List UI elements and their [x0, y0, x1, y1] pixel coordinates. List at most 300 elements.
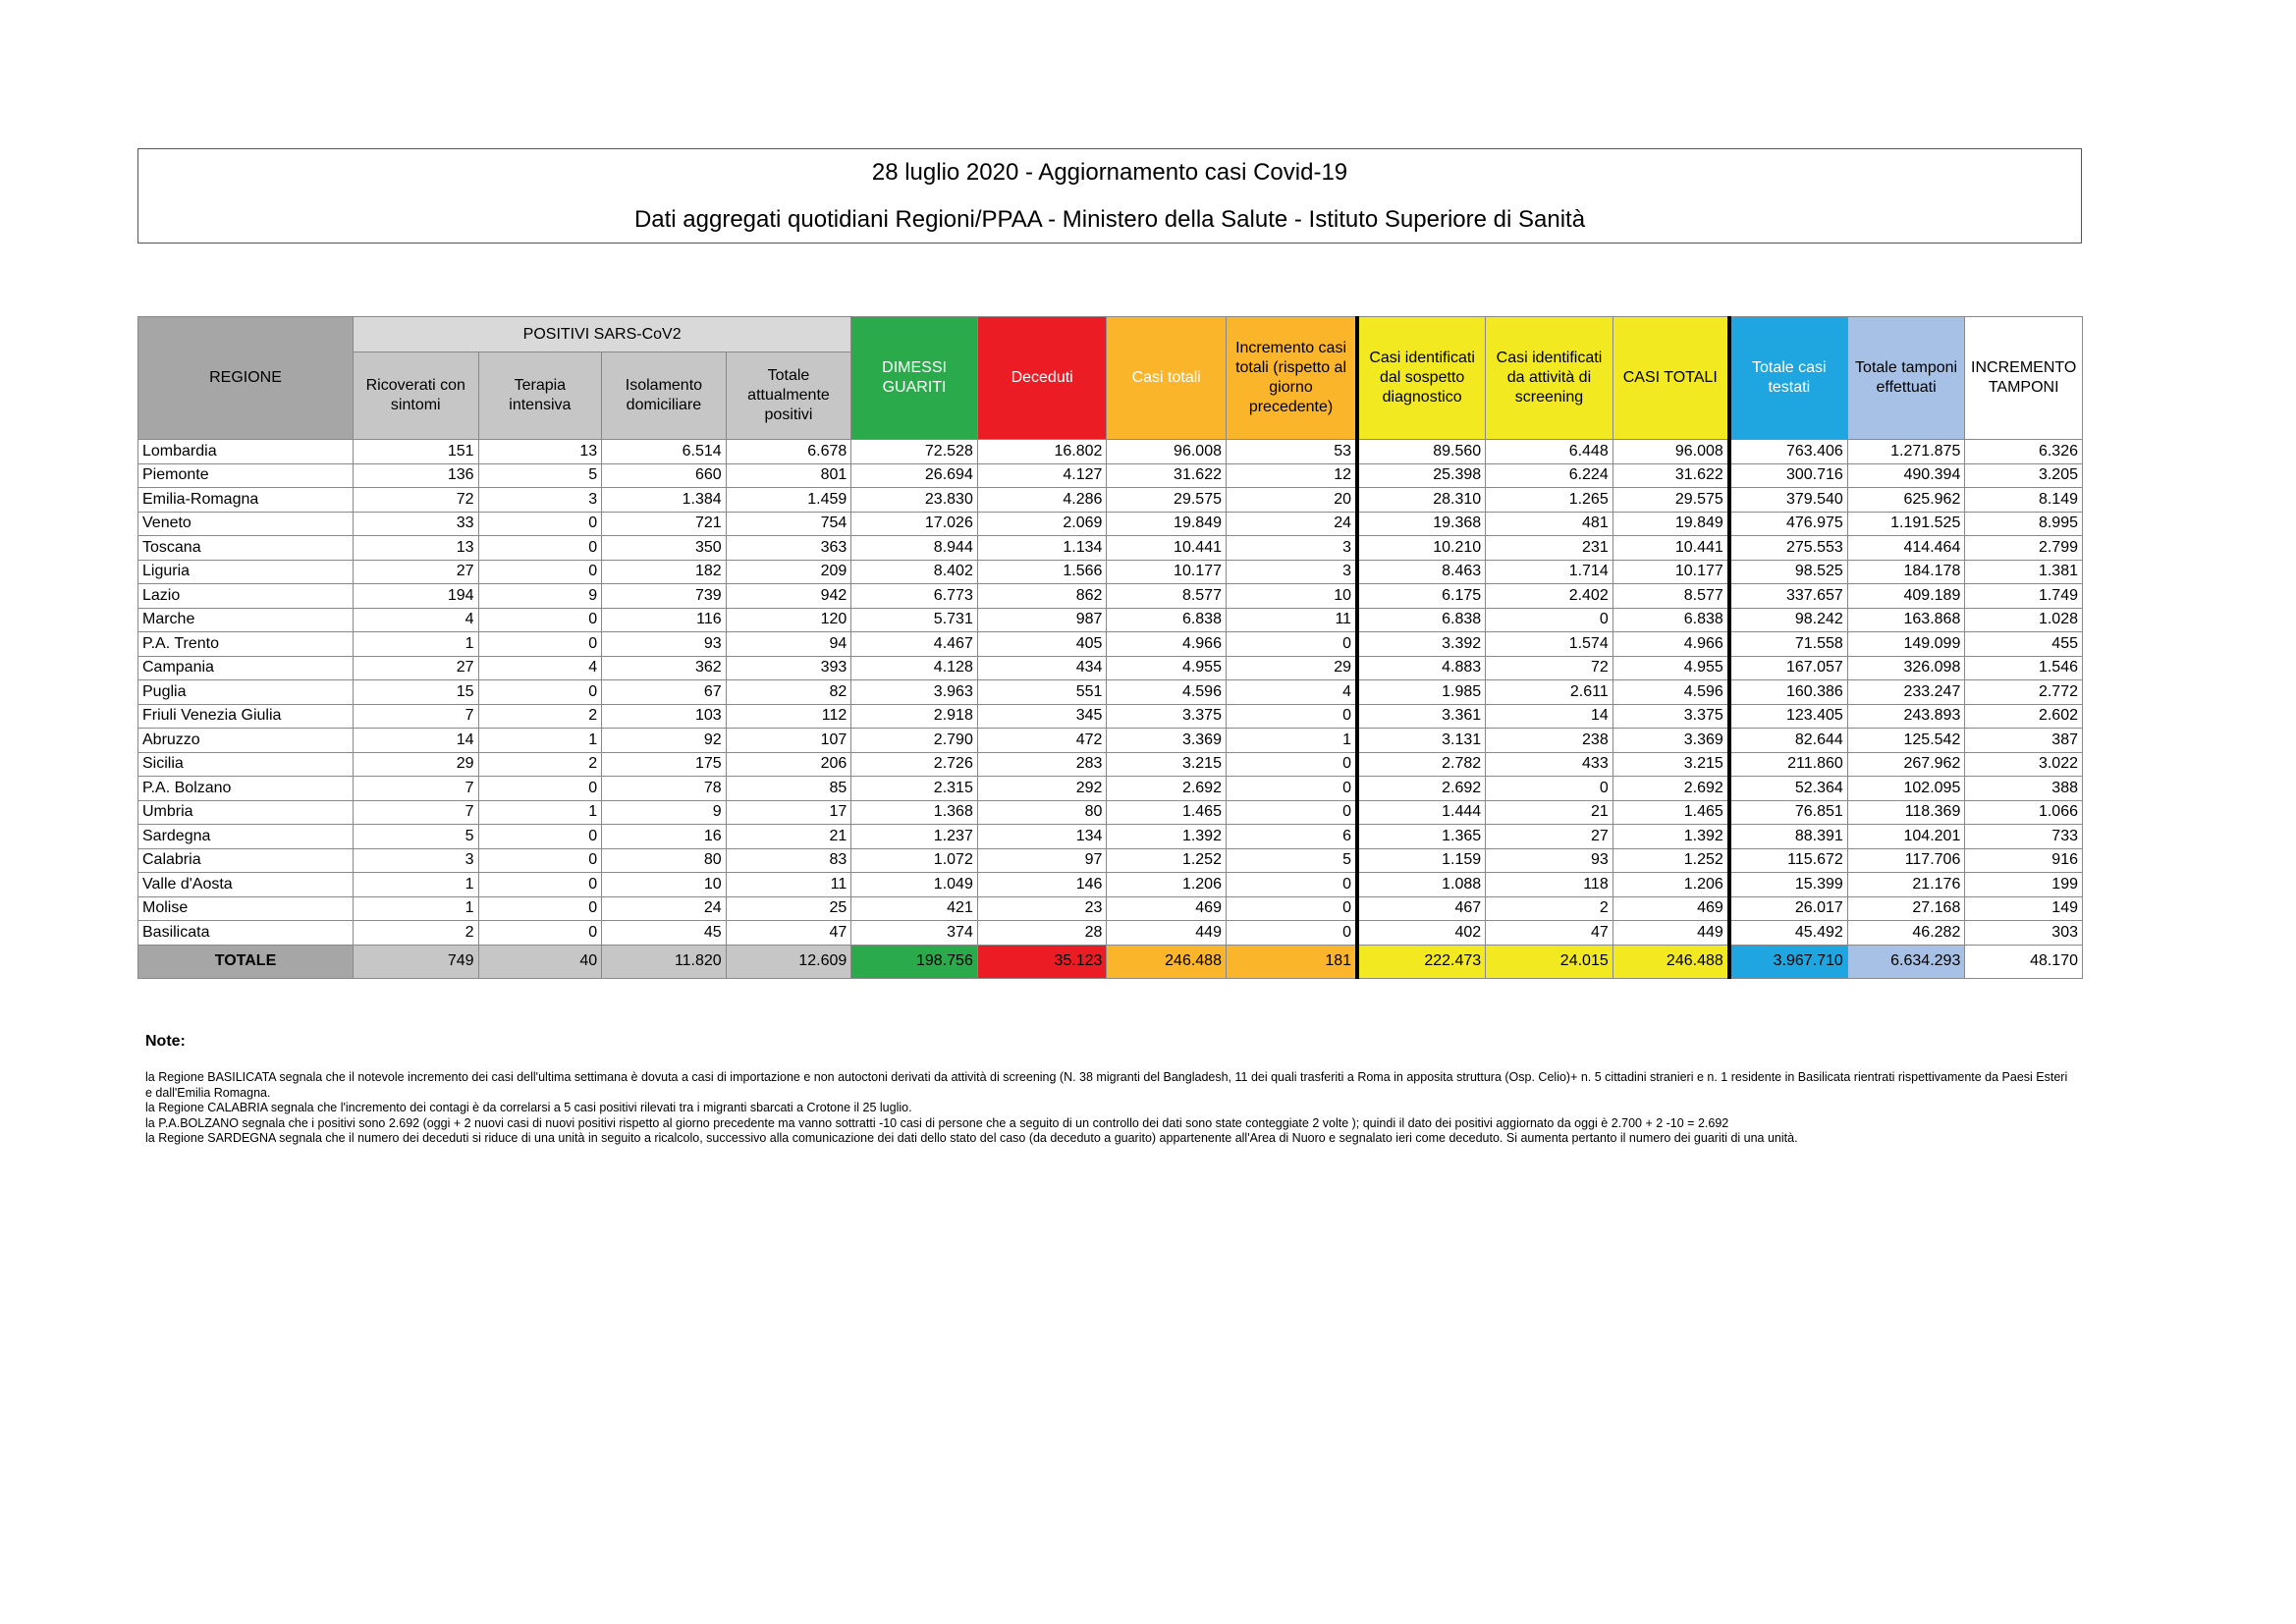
- value-cell: 0: [478, 825, 602, 849]
- value-cell: 1.749: [1965, 584, 2083, 609]
- value-cell: 72: [1486, 656, 1613, 680]
- value-cell: 388: [1965, 777, 2083, 801]
- value-cell: 434: [977, 656, 1107, 680]
- value-cell: 3.375: [1107, 704, 1227, 729]
- value-cell: 3.963: [851, 680, 978, 705]
- value-cell: 6.224: [1486, 463, 1613, 488]
- table-row: [138, 848, 2083, 873]
- value-cell: 1: [1226, 729, 1357, 753]
- value-cell: 6.514: [602, 440, 727, 464]
- total-value-cell: 222.473: [1357, 945, 1486, 978]
- value-cell: 739: [602, 584, 727, 609]
- value-cell: 12: [1226, 463, 1357, 488]
- total-value-cell: 48.170: [1965, 945, 2083, 978]
- region-name-cell: Piemonte: [138, 463, 354, 488]
- value-cell: 52.364: [1729, 777, 1848, 801]
- region-name-cell: Liguria: [138, 560, 354, 584]
- value-cell: 149.099: [1847, 632, 1965, 657]
- value-cell: 4.596: [1613, 680, 1729, 705]
- value-cell: 6.773: [851, 584, 978, 609]
- value-cell: 3: [1226, 560, 1357, 584]
- table-row: [138, 873, 2083, 897]
- value-cell: 405: [977, 632, 1107, 657]
- region-name-cell: Umbria: [138, 800, 354, 825]
- value-cell: 987: [977, 608, 1107, 632]
- value-cell: 1: [353, 632, 478, 657]
- value-cell: 421: [851, 896, 978, 921]
- value-cell: 0: [478, 632, 602, 657]
- value-cell: 2.918: [851, 704, 978, 729]
- total-value-cell: 246.488: [1613, 945, 1729, 978]
- value-cell: 16: [602, 825, 727, 849]
- value-cell: 1.134: [977, 536, 1107, 561]
- value-cell: 2: [1486, 896, 1613, 921]
- region-name-cell: Molise: [138, 896, 354, 921]
- value-cell: 1.252: [1613, 848, 1729, 873]
- value-cell: 1.574: [1486, 632, 1613, 657]
- value-cell: 29.575: [1613, 488, 1729, 513]
- table-row: [138, 536, 2083, 561]
- value-cell: 2.790: [851, 729, 978, 753]
- value-cell: 2.726: [851, 752, 978, 777]
- region-name-cell: Veneto: [138, 512, 354, 536]
- value-cell: 14: [1486, 704, 1613, 729]
- value-cell: 2.069: [977, 512, 1107, 536]
- table-row: [138, 584, 2083, 609]
- value-cell: 149: [1965, 896, 2083, 921]
- value-cell: 25.398: [1357, 463, 1486, 488]
- value-cell: 3.022: [1965, 752, 2083, 777]
- value-cell: 67: [602, 680, 727, 705]
- table-row: [138, 440, 2083, 464]
- value-cell: 163.868: [1847, 608, 1965, 632]
- table-body: [138, 440, 2083, 979]
- value-cell: 167.057: [1729, 656, 1848, 680]
- value-cell: 0: [478, 680, 602, 705]
- value-cell: 93: [602, 632, 727, 657]
- value-cell: 433: [1486, 752, 1613, 777]
- value-cell: 374: [851, 921, 978, 946]
- header-dimessi-guariti: DIMESSI GUARITI: [851, 317, 978, 440]
- value-cell: 238: [1486, 729, 1613, 753]
- value-cell: 551: [977, 680, 1107, 705]
- value-cell: 13: [478, 440, 602, 464]
- value-cell: 3.205: [1965, 463, 2083, 488]
- total-value-cell: 198.756: [851, 945, 978, 978]
- region-name-cell: Sardegna: [138, 825, 354, 849]
- value-cell: 19.368: [1357, 512, 1486, 536]
- total-value-cell: 11.820: [602, 945, 727, 978]
- table-row: [138, 463, 2083, 488]
- region-name-cell: Basilicata: [138, 921, 354, 946]
- table-row: [138, 752, 2083, 777]
- value-cell: 47: [1486, 921, 1613, 946]
- value-cell: 942: [726, 584, 851, 609]
- value-cell: 481: [1486, 512, 1613, 536]
- value-cell: 2.692: [1613, 777, 1729, 801]
- value-cell: 23.830: [851, 488, 978, 513]
- value-cell: 33: [353, 512, 478, 536]
- header-regione: REGIONE: [138, 317, 354, 440]
- value-cell: 11: [1226, 608, 1357, 632]
- total-value-cell: 6.634.293: [1847, 945, 1965, 978]
- region-name-cell: Lazio: [138, 584, 354, 609]
- value-cell: 7: [353, 704, 478, 729]
- value-cell: 4.883: [1357, 656, 1486, 680]
- header-casi-totali-2: CASI TOTALI: [1613, 317, 1729, 440]
- value-cell: 103: [602, 704, 727, 729]
- table-row: [138, 488, 2083, 513]
- value-cell: 660: [602, 463, 727, 488]
- total-value-cell: 3.967.710: [1729, 945, 1848, 978]
- value-cell: 76.851: [1729, 800, 1848, 825]
- value-cell: 0: [478, 848, 602, 873]
- value-cell: 1.252: [1107, 848, 1227, 873]
- value-cell: 469: [1107, 896, 1227, 921]
- region-name-cell: Abruzzo: [138, 729, 354, 753]
- notes-body: [145, 1070, 2070, 1147]
- report-title-box: [137, 148, 2082, 244]
- table-row: [138, 777, 2083, 801]
- value-cell: 0: [1226, 777, 1357, 801]
- value-cell: 0: [478, 608, 602, 632]
- value-cell: 125.542: [1847, 729, 1965, 753]
- value-cell: 96.008: [1613, 440, 1729, 464]
- table-row: [138, 704, 2083, 729]
- value-cell: 449: [1613, 921, 1729, 946]
- value-cell: 5: [353, 825, 478, 849]
- value-cell: 117.706: [1847, 848, 1965, 873]
- value-cell: 10.210: [1357, 536, 1486, 561]
- value-cell: 1.714: [1486, 560, 1613, 584]
- value-cell: 9: [602, 800, 727, 825]
- table-row: [138, 512, 2083, 536]
- value-cell: 8.577: [1613, 584, 1729, 609]
- value-cell: 8.944: [851, 536, 978, 561]
- value-cell: 31.622: [1107, 463, 1227, 488]
- value-cell: 27: [353, 656, 478, 680]
- value-cell: 45.492: [1729, 921, 1848, 946]
- value-cell: 2.692: [1357, 777, 1486, 801]
- value-cell: 120: [726, 608, 851, 632]
- header-isolamento-domiciliare: Isolamento domiciliare: [602, 352, 727, 440]
- value-cell: 14: [353, 729, 478, 753]
- value-cell: 28: [977, 921, 1107, 946]
- total-value-cell: 24.015: [1486, 945, 1613, 978]
- value-cell: 387: [1965, 729, 2083, 753]
- value-cell: 24: [602, 896, 727, 921]
- total-value-cell: 181: [1226, 945, 1357, 978]
- value-cell: 20: [1226, 488, 1357, 513]
- value-cell: 94: [726, 632, 851, 657]
- note-line: la Regione SARDEGNA segnala che il numero dei deceduti si riduce di una unità in seguito a ricalcolo, successivo alla comunicazione dei dati dello stato del caso (da deceduto a guarito) appartenente all'Area di Nuoro e segnalato ieri come deceduto. Si aumenta pertanto il numero dei guariti di una unità.: [145, 1131, 1798, 1146]
- value-cell: 8.402: [851, 560, 978, 584]
- value-cell: 625.962: [1847, 488, 1965, 513]
- value-cell: 733: [1965, 825, 2083, 849]
- note-line: la P.A.BOLZANO segnala che i positivi sono 2.692 (oggi + 2 nuovi casi di nuovi positivi rispetto al giorno precedente ma vanno sottratti -10 casi di persone che a seguito di un controllo dei dati sono state conteggiate 2 volte ); quindi il dato dei positivi aggiornato da oggi è 2.700 + 2 -10 = 2.692: [145, 1115, 1729, 1130]
- value-cell: 267.962: [1847, 752, 1965, 777]
- value-cell: 2: [353, 921, 478, 946]
- header-totale-tamponi: Totale tamponi effettuati: [1847, 317, 1965, 440]
- value-cell: 1.546: [1965, 656, 2083, 680]
- value-cell: 96.008: [1107, 440, 1227, 464]
- value-cell: 98.525: [1729, 560, 1848, 584]
- value-cell: 175: [602, 752, 727, 777]
- region-name-cell: Puglia: [138, 680, 354, 705]
- value-cell: 27: [1486, 825, 1613, 849]
- value-cell: 31.622: [1613, 463, 1729, 488]
- value-cell: 80: [602, 848, 727, 873]
- value-cell: 206: [726, 752, 851, 777]
- value-cell: 916: [1965, 848, 2083, 873]
- value-cell: 97: [977, 848, 1107, 873]
- value-cell: 4.966: [1107, 632, 1227, 657]
- value-cell: 2: [478, 752, 602, 777]
- value-cell: 107: [726, 729, 851, 753]
- value-cell: 160.386: [1729, 680, 1848, 705]
- value-cell: 1.985: [1357, 680, 1486, 705]
- header-casi-sospetto-diagnostico: Casi identificati dal sospetto diagnostico: [1357, 317, 1486, 440]
- region-name-cell: Marche: [138, 608, 354, 632]
- value-cell: 8.149: [1965, 488, 2083, 513]
- table-row: [138, 680, 2083, 705]
- value-cell: 337.657: [1729, 584, 1848, 609]
- value-cell: 455: [1965, 632, 2083, 657]
- value-cell: 0: [1226, 873, 1357, 897]
- value-cell: 98.242: [1729, 608, 1848, 632]
- value-cell: 10.441: [1107, 536, 1227, 561]
- value-cell: 3.131: [1357, 729, 1486, 753]
- notes-title: Note:: [145, 1033, 186, 1050]
- region-name-cell: Emilia-Romagna: [138, 488, 354, 513]
- table-row: [138, 729, 2083, 753]
- value-cell: 25: [726, 896, 851, 921]
- value-cell: 801: [726, 463, 851, 488]
- value-cell: 0: [1226, 704, 1357, 729]
- value-cell: 2.602: [1965, 704, 2083, 729]
- covid-data-table: [137, 316, 2083, 979]
- value-cell: 2.782: [1357, 752, 1486, 777]
- value-cell: 7: [353, 800, 478, 825]
- value-cell: 26.017: [1729, 896, 1848, 921]
- value-cell: 4.955: [1107, 656, 1227, 680]
- total-value-cell: 12.609: [726, 945, 851, 978]
- value-cell: 72: [353, 488, 478, 513]
- value-cell: 199: [1965, 873, 2083, 897]
- value-cell: 2.799: [1965, 536, 2083, 561]
- value-cell: 1.368: [851, 800, 978, 825]
- value-cell: 9: [478, 584, 602, 609]
- value-cell: 5.731: [851, 608, 978, 632]
- value-cell: 4: [353, 608, 478, 632]
- value-cell: 862: [977, 584, 1107, 609]
- value-cell: 10.177: [1107, 560, 1227, 584]
- value-cell: 19.849: [1107, 512, 1227, 536]
- value-cell: 1.384: [602, 488, 727, 513]
- value-cell: 21: [1486, 800, 1613, 825]
- value-cell: 0: [478, 560, 602, 584]
- value-cell: 4.467: [851, 632, 978, 657]
- value-cell: 17.026: [851, 512, 978, 536]
- value-cell: 28.310: [1357, 488, 1486, 513]
- header-positivi-group: POSITIVI SARS-CoV2: [353, 317, 850, 352]
- value-cell: 4: [478, 656, 602, 680]
- value-cell: 2.692: [1107, 777, 1227, 801]
- value-cell: 3.369: [1613, 729, 1729, 753]
- value-cell: 1.066: [1965, 800, 2083, 825]
- value-cell: 6.678: [726, 440, 851, 464]
- region-name-cell: Sicilia: [138, 752, 354, 777]
- value-cell: 231: [1486, 536, 1613, 561]
- total-value-cell: 35.123: [977, 945, 1107, 978]
- value-cell: 4.596: [1107, 680, 1227, 705]
- value-cell: 6.838: [1613, 608, 1729, 632]
- value-cell: 3.215: [1613, 752, 1729, 777]
- region-name-cell: Toscana: [138, 536, 354, 561]
- total-row: [138, 945, 2083, 978]
- value-cell: 8.995: [1965, 512, 2083, 536]
- value-cell: 21: [726, 825, 851, 849]
- value-cell: 0: [1226, 896, 1357, 921]
- value-cell: 0: [1226, 632, 1357, 657]
- table-row: [138, 656, 2083, 680]
- value-cell: 92: [602, 729, 727, 753]
- value-cell: 47: [726, 921, 851, 946]
- value-cell: 754: [726, 512, 851, 536]
- value-cell: 449: [1107, 921, 1227, 946]
- value-cell: 4.127: [977, 463, 1107, 488]
- value-cell: 11: [726, 873, 851, 897]
- value-cell: 243.893: [1847, 704, 1965, 729]
- header-totale-casi-testati: Totale casi testati: [1729, 317, 1848, 440]
- value-cell: 0: [1486, 608, 1613, 632]
- value-cell: 82.644: [1729, 729, 1848, 753]
- value-cell: 93: [1486, 848, 1613, 873]
- table-row: [138, 800, 2083, 825]
- value-cell: 1.049: [851, 873, 978, 897]
- value-cell: 467: [1357, 896, 1486, 921]
- value-cell: 345: [977, 704, 1107, 729]
- value-cell: 3: [1226, 536, 1357, 561]
- value-cell: 45: [602, 921, 727, 946]
- value-cell: 233.247: [1847, 680, 1965, 705]
- value-cell: 4: [1226, 680, 1357, 705]
- value-cell: 6.326: [1965, 440, 2083, 464]
- value-cell: 146: [977, 873, 1107, 897]
- value-cell: 53: [1226, 440, 1357, 464]
- value-cell: 78: [602, 777, 727, 801]
- value-cell: 82: [726, 680, 851, 705]
- value-cell: 118.369: [1847, 800, 1965, 825]
- value-cell: 283: [977, 752, 1107, 777]
- total-value-cell: 749: [353, 945, 478, 978]
- value-cell: 6: [1226, 825, 1357, 849]
- header-casi-totali: Casi totali: [1107, 317, 1227, 440]
- value-cell: 1.566: [977, 560, 1107, 584]
- value-cell: 29: [1226, 656, 1357, 680]
- value-cell: 184.178: [1847, 560, 1965, 584]
- value-cell: 2: [478, 704, 602, 729]
- value-cell: 72.528: [851, 440, 978, 464]
- value-cell: 104.201: [1847, 825, 1965, 849]
- value-cell: 8.463: [1357, 560, 1486, 584]
- value-cell: 15: [353, 680, 478, 705]
- value-cell: 0: [478, 777, 602, 801]
- value-cell: 1: [478, 729, 602, 753]
- value-cell: 8.577: [1107, 584, 1227, 609]
- value-cell: 0: [478, 921, 602, 946]
- value-cell: 15.399: [1729, 873, 1848, 897]
- value-cell: 0: [1226, 921, 1357, 946]
- value-cell: 89.560: [1357, 440, 1486, 464]
- region-name-cell: Friuli Venezia Giulia: [138, 704, 354, 729]
- header-deceduti: Deceduti: [977, 317, 1107, 440]
- value-cell: 721: [602, 512, 727, 536]
- value-cell: 350: [602, 536, 727, 561]
- table-row: [138, 896, 2083, 921]
- value-cell: 102.095: [1847, 777, 1965, 801]
- header-totale-attualmente-positivi: Totale attualmente positivi: [726, 352, 851, 440]
- total-value-cell: 40: [478, 945, 602, 978]
- value-cell: 3: [478, 488, 602, 513]
- value-cell: 10.441: [1613, 536, 1729, 561]
- value-cell: 4.966: [1613, 632, 1729, 657]
- value-cell: 112: [726, 704, 851, 729]
- value-cell: 0: [478, 896, 602, 921]
- value-cell: 414.464: [1847, 536, 1965, 561]
- value-cell: 13: [353, 536, 478, 561]
- value-cell: 5: [1226, 848, 1357, 873]
- value-cell: 1.465: [1613, 800, 1729, 825]
- value-cell: 0: [478, 873, 602, 897]
- value-cell: 292: [977, 777, 1107, 801]
- header-incremento-casi: Incremento casi totali (rispetto al giorno precedente): [1226, 317, 1357, 440]
- value-cell: 0: [478, 512, 602, 536]
- value-cell: 3.369: [1107, 729, 1227, 753]
- value-cell: 300.716: [1729, 463, 1848, 488]
- value-cell: 10: [602, 873, 727, 897]
- value-cell: 16.802: [977, 440, 1107, 464]
- value-cell: 123.405: [1729, 704, 1848, 729]
- value-cell: 1.271.875: [1847, 440, 1965, 464]
- value-cell: 3: [353, 848, 478, 873]
- value-cell: 182: [602, 560, 727, 584]
- value-cell: 6.175: [1357, 584, 1486, 609]
- header-ricoverati: Ricoverati con sintomi: [353, 352, 478, 440]
- value-cell: 83: [726, 848, 851, 873]
- value-cell: 27.168: [1847, 896, 1965, 921]
- value-cell: 85: [726, 777, 851, 801]
- table-row: [138, 560, 2083, 584]
- value-cell: 134: [977, 825, 1107, 849]
- value-cell: 23: [977, 896, 1107, 921]
- value-cell: 6.838: [1107, 608, 1227, 632]
- value-cell: 1.028: [1965, 608, 2083, 632]
- value-cell: 763.406: [1729, 440, 1848, 464]
- header-casi-screening: Casi identificati da attività di screening: [1486, 317, 1613, 440]
- total-value-cell: 246.488: [1107, 945, 1227, 978]
- value-cell: 118: [1486, 873, 1613, 897]
- region-name-cell: Valle d'Aosta: [138, 873, 354, 897]
- value-cell: 3.375: [1613, 704, 1729, 729]
- value-cell: 363: [726, 536, 851, 561]
- value-cell: 0: [1486, 777, 1613, 801]
- value-cell: 1.206: [1107, 873, 1227, 897]
- value-cell: 0: [1226, 800, 1357, 825]
- value-cell: 46.282: [1847, 921, 1965, 946]
- value-cell: 402: [1357, 921, 1486, 946]
- value-cell: 115.672: [1729, 848, 1848, 873]
